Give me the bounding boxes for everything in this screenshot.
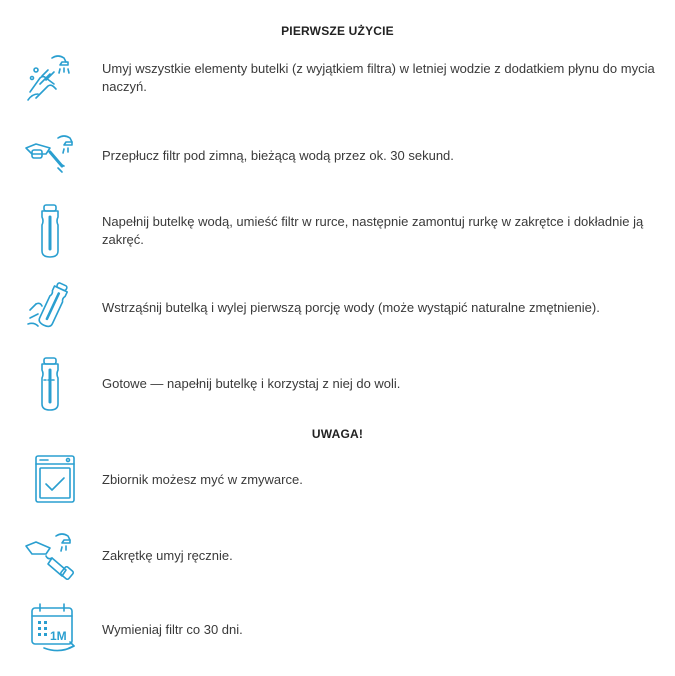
bottle-shake-icon bbox=[22, 280, 82, 336]
note-item bbox=[22, 452, 662, 508]
step-item bbox=[22, 280, 662, 336]
step-item bbox=[22, 356, 662, 412]
note-item bbox=[22, 602, 662, 658]
bottle-filter-icon bbox=[22, 203, 82, 259]
dishwasher-icon bbox=[22, 452, 82, 508]
step-item bbox=[22, 50, 662, 106]
step-item bbox=[22, 203, 662, 259]
step-text: Przepłucz filtr pod zimną, bieżącą wodą przez ok. 30 sekund. bbox=[102, 148, 454, 163]
note-text: Wymieniaj filtr co 30 dni. bbox=[102, 622, 243, 637]
step-text: Wstrząśnij butelką i wylej pierwszą porcję wody (może wystąpić naturalne zmętnienie). bbox=[102, 300, 600, 315]
step-text: Napełnij butelkę wodą, umieść filtr w rurce, następnie zamontuj rurkę w zakrętce i dokładnie ją zakręć. bbox=[102, 214, 644, 247]
section-title-warning: UWAGA! bbox=[311, 427, 364, 441]
hands-washing-icon bbox=[22, 50, 82, 106]
step-item bbox=[22, 128, 662, 184]
note-item bbox=[22, 528, 662, 584]
note-text: Zakrętkę umyj ręcznie. bbox=[102, 548, 233, 563]
cap-hand-wash-icon bbox=[22, 528, 82, 584]
step-text: Umyj wszystkie elementy butelki (z wyjątkiem filtra) w letniej wodzie z dodatkiem płynu do mycia naczyń. bbox=[102, 61, 655, 94]
calendar-1m-icon bbox=[22, 602, 82, 658]
calendar-badge: 1M bbox=[50, 629, 67, 643]
step-text: Gotowe — napełnij butelkę i korzystaj z niej do woli. bbox=[102, 376, 401, 391]
filter-rinse-icon bbox=[22, 128, 82, 184]
bottle-ready-icon bbox=[22, 356, 82, 412]
section-title-first-use: PIERWSZE UŻYCIE bbox=[281, 24, 394, 38]
note-text: Zbiornik możesz myć w zmywarce. bbox=[102, 472, 303, 487]
